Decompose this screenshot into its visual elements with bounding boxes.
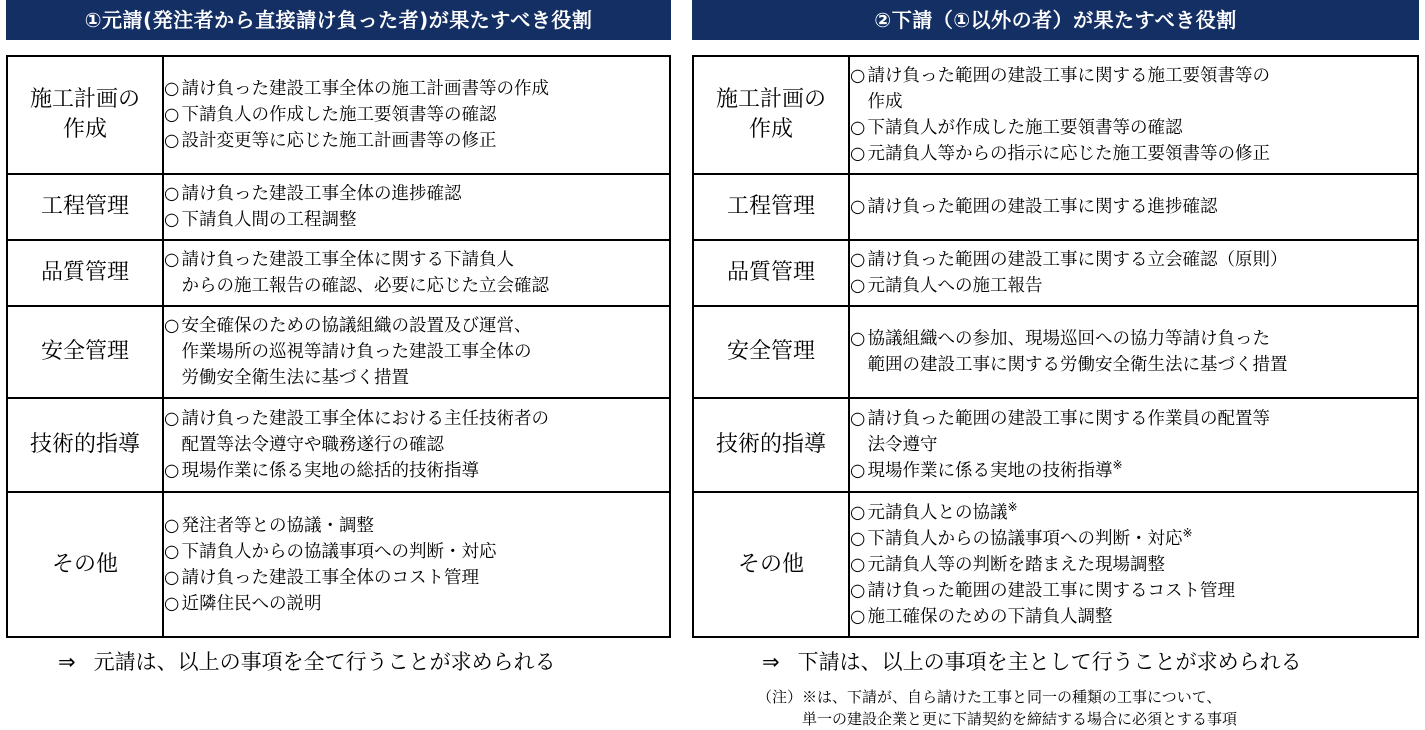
item-text-continued: 労働安全衛生法に基づく措置 [181, 368, 409, 388]
bullet-icon: ○ [164, 593, 180, 614]
item-text: 安全確保のための協議組織の設置及び運営、 [181, 316, 532, 336]
bullet-icon: ○ [164, 250, 180, 270]
category-label: 作成 [62, 117, 107, 142]
category-cell [693, 492, 849, 637]
list-item [164, 313, 669, 391]
item-text-continued: 作業場所の巡視等請け負った建設工事全体の [181, 342, 532, 362]
bullet-icon: ○ [850, 118, 866, 138]
note-mark: ※ [1112, 458, 1123, 473]
item-text: 近隣住民への説明 [181, 593, 322, 614]
items-cell [163, 492, 670, 637]
table-row [7, 398, 670, 492]
item-text-continued: からの施工報告の確認、必要に応じた立会確認 [181, 276, 549, 296]
list-item [850, 604, 1417, 630]
bullet-icon: ○ [850, 329, 866, 349]
list-item [850, 578, 1417, 604]
item-text: 発注者等との協議・調整 [181, 515, 374, 536]
right-summary-text: 下請は、以上の事項を主として行うことが求められる [797, 650, 1302, 674]
item-text: 下請負人の作成した施工要領書等の確認 [181, 105, 497, 125]
items-cell [163, 398, 670, 492]
list-item [164, 539, 669, 565]
category-label: 施工計画の [715, 87, 826, 112]
item-text-continued: 法令遵守 [867, 435, 938, 455]
list-item [164, 102, 669, 128]
category-label: 工程管理 [726, 194, 815, 219]
right-title-banner: ②下請（①以外の者）が果たすべき役割 [692, 0, 1419, 40]
bullet-icon: ○ [164, 541, 180, 562]
arrow-icon: ⇒ [762, 650, 780, 674]
category-cell [693, 56, 849, 174]
bullet-icon: ○ [164, 409, 180, 429]
item-text: 元請負人への施工報告 [867, 276, 1043, 296]
list-item [164, 458, 669, 484]
category-label: 技術的指導 [29, 432, 140, 457]
category-cell [7, 174, 163, 240]
list-item [164, 247, 669, 299]
table-row [693, 174, 1418, 240]
table-row [693, 398, 1418, 492]
items-cell [849, 492, 1418, 637]
bullet-icon: ○ [164, 105, 180, 125]
category-cell [7, 240, 163, 306]
category-cell [693, 174, 849, 240]
items-cell [849, 306, 1418, 398]
list-item [850, 552, 1417, 578]
list-item [850, 326, 1417, 378]
category-label: 安全管理 [40, 339, 129, 364]
item-text: 現場作業に係る実地の技術指導 [867, 461, 1113, 481]
items-cell [163, 56, 670, 174]
items-cell [849, 240, 1418, 306]
category-cell [693, 398, 849, 492]
item-text: 施工確保のための下請負人調整 [867, 606, 1113, 627]
category-cell [7, 306, 163, 398]
items-cell [163, 174, 670, 240]
category-label: 工程管理 [40, 194, 129, 219]
list-item [850, 194, 1417, 220]
category-cell [7, 398, 163, 492]
bullet-icon: ○ [850, 144, 866, 164]
left-roles-table [6, 55, 671, 638]
item-text: 下請負人からの協議事項への判断・対応 [867, 528, 1183, 549]
bullet-icon: ○ [850, 409, 866, 429]
bullet-icon: ○ [164, 316, 180, 336]
list-item [850, 526, 1417, 552]
category-label: 技術的指導 [715, 432, 826, 457]
items-cell [849, 56, 1418, 174]
bullet-icon: ○ [164, 515, 180, 536]
table-row [7, 240, 670, 306]
category-label: 作成 [748, 117, 793, 142]
category-cell [7, 492, 163, 637]
table-row [693, 306, 1418, 398]
item-text: 請け負った範囲の建設工事に関する施工要領書等の [867, 66, 1270, 86]
item-text: 元請負人等の判断を踏まえた現場調整 [867, 554, 1165, 575]
item-text-continued: 範囲の建設工事に関する労働安全衛生法に基づく措置 [867, 355, 1288, 375]
bullet-icon: ○ [850, 197, 866, 217]
bullet-icon: ○ [164, 79, 180, 99]
note-mark: ※ [1182, 525, 1193, 540]
table-row [693, 240, 1418, 306]
category-label: 品質管理 [40, 260, 129, 285]
bullet-icon: ○ [850, 606, 866, 627]
item-text-continued: 配置等法令遵守や職務遂行の確認 [181, 435, 444, 455]
table-row [7, 492, 670, 637]
arrow-icon: ⇒ [58, 650, 76, 674]
footnote-line-1: （注）※は、下請が、自ら請けた工事と同一の種類の工事について、 [757, 688, 1222, 706]
bullet-icon: ○ [164, 567, 180, 588]
item-text: 請け負った範囲の建設工事に関するコスト管理 [867, 580, 1235, 601]
right-roles-table [692, 55, 1419, 638]
bullet-icon: ○ [850, 276, 866, 296]
bullet-icon: ○ [850, 528, 866, 549]
bullet-icon: ○ [164, 184, 180, 204]
table-row [7, 174, 670, 240]
category-cell [7, 56, 163, 174]
item-text: 下請負人間の工程調整 [181, 210, 357, 230]
bullet-icon: ○ [850, 580, 866, 601]
item-text: 請け負った建設工事全体に関する下請負人 [181, 250, 514, 270]
category-label: 安全管理 [726, 339, 815, 364]
bullet-icon: ○ [164, 461, 180, 481]
footnote [757, 686, 1237, 730]
list-item [850, 458, 1417, 484]
list-item [850, 63, 1417, 115]
list-item [164, 181, 669, 207]
table-row [7, 56, 670, 174]
item-text: 元請負人との協議 [867, 502, 1008, 523]
list-item [164, 76, 669, 102]
item-text: 請け負った建設工事全体のコスト管理 [181, 567, 479, 588]
list-item [164, 591, 669, 617]
category-label: その他 [737, 551, 804, 577]
item-text: 下請負人が作成した施工要領書等の確認 [867, 118, 1183, 138]
items-cell [163, 306, 670, 398]
item-text: 設計変更等に応じた施工計画書等の修正 [181, 131, 497, 151]
table-row [7, 306, 670, 398]
bullet-icon: ○ [164, 210, 180, 230]
list-item [164, 513, 669, 539]
item-text: 請け負った範囲の建設工事に関する進捗確認 [867, 197, 1218, 217]
footnote-line-2: 単一の建設企業と更に下請契約を締結する場合に必須とする事項 [802, 710, 1238, 728]
left-title-banner: ①元請(発注者から直接請け負った者)が果たすべき役割 [6, 0, 671, 40]
item-text: 請け負った建設工事全体の施工計画書等の作成 [181, 79, 549, 99]
right-summary [762, 646, 1302, 676]
note-mark: ※ [1007, 499, 1018, 514]
bullet-icon: ○ [850, 461, 866, 481]
list-item [850, 406, 1417, 458]
category-label: その他 [51, 551, 118, 577]
list-item [164, 565, 669, 591]
bullet-icon: ○ [850, 66, 866, 86]
left-summary [58, 646, 556, 676]
right-panel [692, 0, 1419, 627]
category-cell [693, 306, 849, 398]
list-item [850, 141, 1417, 167]
items-cell [163, 240, 670, 306]
list-item [850, 115, 1417, 141]
item-text: 請け負った建設工事全体の進捗確認 [181, 184, 462, 204]
item-text: 現場作業に係る実地の総括的技術指導 [181, 461, 479, 481]
list-item [850, 273, 1417, 299]
item-text: 請け負った範囲の建設工事に関する作業員の配置等 [867, 409, 1270, 429]
item-text: 請け負った建設工事全体における主任技術者の [181, 409, 549, 429]
list-item [164, 128, 669, 154]
items-cell [849, 174, 1418, 240]
bullet-icon: ○ [164, 131, 180, 151]
list-item [164, 406, 669, 458]
items-cell [849, 398, 1418, 492]
item-text: 下請負人からの協議事項への判断・対応 [181, 541, 497, 562]
left-summary-text: 元請は、以上の事項を全て行うことが求められる [93, 650, 556, 674]
category-label: 施工計画の [29, 87, 140, 112]
bullet-icon: ○ [850, 250, 866, 270]
list-item [164, 207, 669, 233]
bullet-icon: ○ [850, 502, 866, 523]
bullet-icon: ○ [850, 554, 866, 575]
item-text: 元請負人等からの指示に応じた施工要領書等の修正 [867, 144, 1270, 164]
category-label: 品質管理 [726, 260, 815, 285]
item-text: 請け負った範囲の建設工事に関する立会確認（原則） [867, 250, 1288, 270]
item-text: 協議組織への参加、現場巡回への協力等請け負った [867, 329, 1270, 349]
list-item [850, 500, 1417, 526]
category-cell [693, 240, 849, 306]
item-text-continued: 作成 [867, 92, 903, 112]
left-panel [6, 0, 671, 614]
list-item [850, 247, 1417, 273]
table-row [693, 56, 1418, 174]
table-row [693, 492, 1418, 637]
